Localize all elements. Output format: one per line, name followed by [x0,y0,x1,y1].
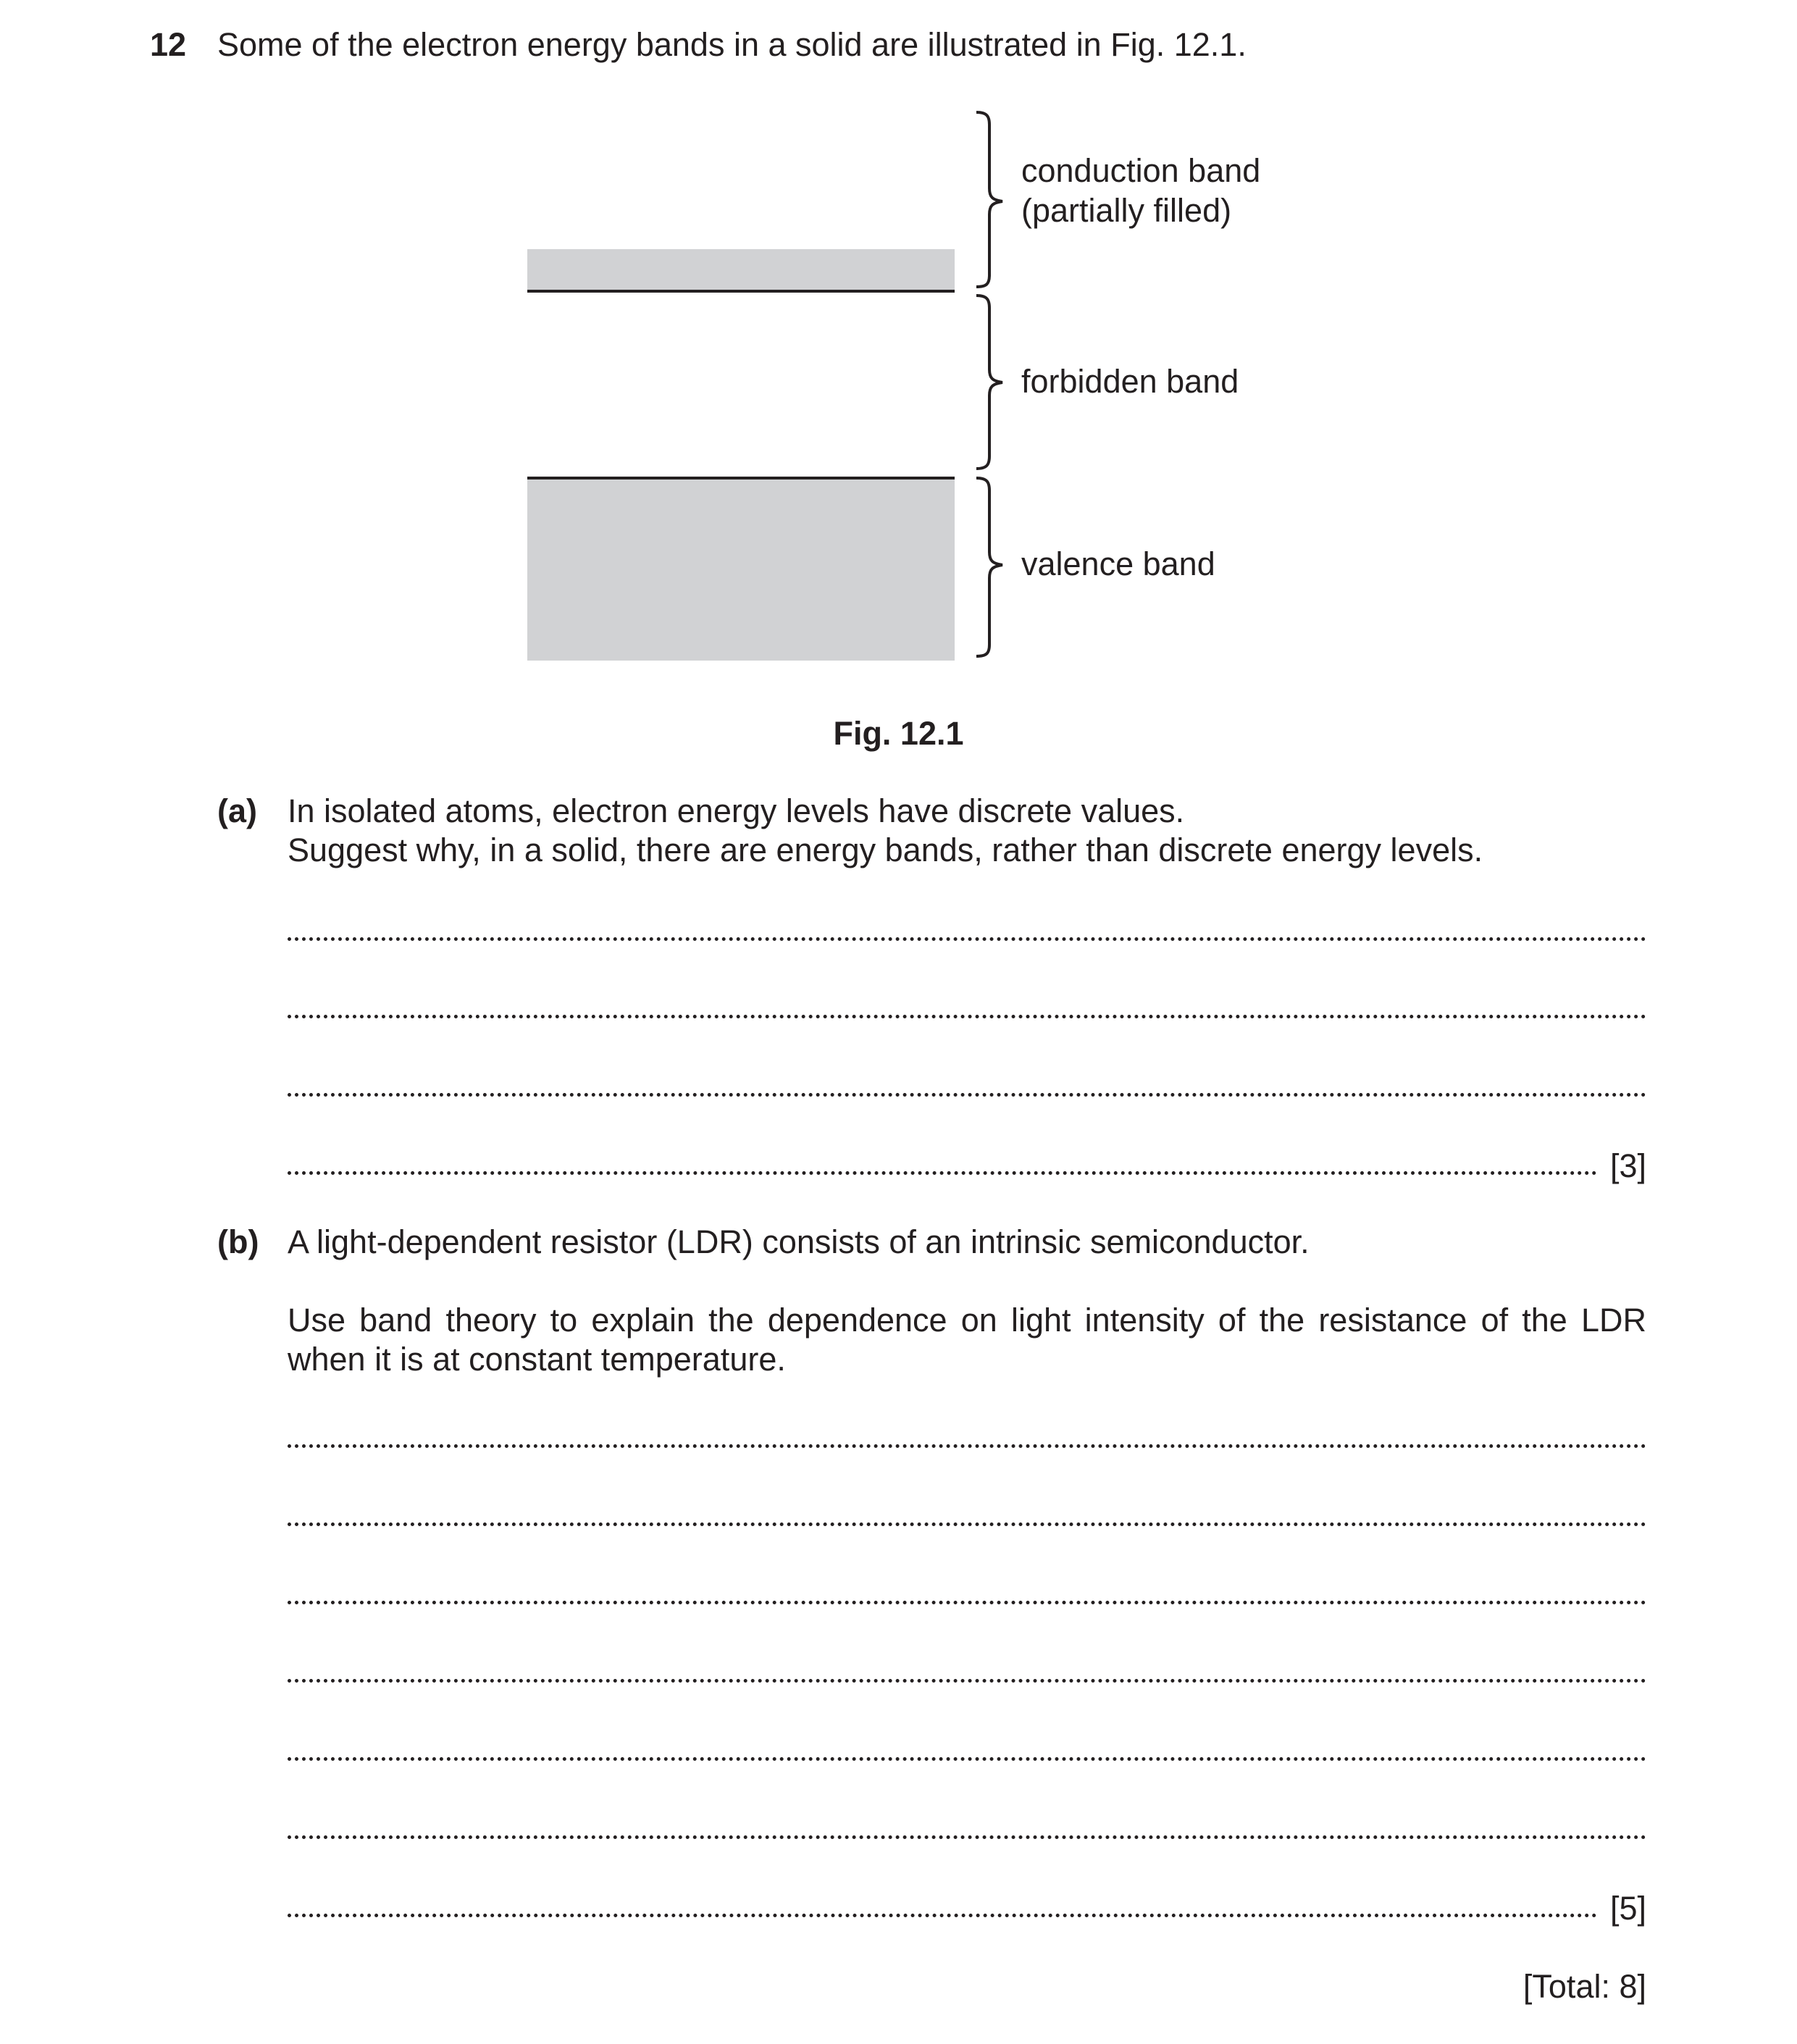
answer-line-b1[interactable] [288,1444,1646,1448]
conduction-band-shading [527,249,955,291]
question-intro: Some of the electron energy bands in a solid are illustrated in Fig. 12.1. [217,26,1247,63]
part-a-label: (a) [217,792,257,829]
part-a-marks: [3] [1609,1147,1646,1184]
answer-line-a3[interactable] [288,1093,1646,1097]
part-b-text-line3: when it is at constant temperature. [288,1341,786,1378]
part-b-text-line1: A light-dependent resistor (LDR) consists of an intrinsic semiconductor. [288,1223,1310,1260]
answer-line-b5[interactable] [288,1757,1646,1761]
answer-line-b6[interactable] [288,1835,1646,1839]
part-a-text-line1: In isolated atoms, electron energy levels have discrete values. [288,792,1185,829]
valence-band-shading [527,478,955,661]
question-number: 12 [150,26,187,63]
valence-band-label: valence band [1021,545,1215,582]
answer-line-a1[interactable] [288,937,1646,941]
forbidden-band-brace [976,296,1002,469]
figure-caption: Fig. 12.1 [833,715,964,752]
answer-line-b7[interactable] [288,1914,1597,1917]
part-b-text-line2: Use band theory to explain the dependence on light intensity of the resistance of the LDR [288,1302,1646,1339]
answer-line-b2[interactable] [288,1522,1646,1526]
answer-line-b4[interactable] [288,1679,1646,1683]
part-b-label: (b) [217,1223,259,1260]
answer-line-a2[interactable] [288,1015,1646,1018]
part-a-text-line2: Suggest why, in a solid, there are energy bands, rather than discrete energy levels. [288,832,1483,868]
energy-band-diagram [0,0,1797,695]
forbidden-band-label: forbidden band [1021,363,1239,400]
conduction-band-sublabel: (partially filled) [1021,192,1232,229]
conduction-band-label: conduction band [1021,152,1261,189]
conduction-band-brace [976,112,1002,287]
answer-line-a4[interactable] [288,1171,1597,1175]
answer-line-b3[interactable] [288,1601,1646,1604]
valence-band-brace [976,478,1002,656]
part-b-marks: [5] [1609,1890,1646,1927]
total-marks: [Total: 8] [1522,1968,1646,2005]
